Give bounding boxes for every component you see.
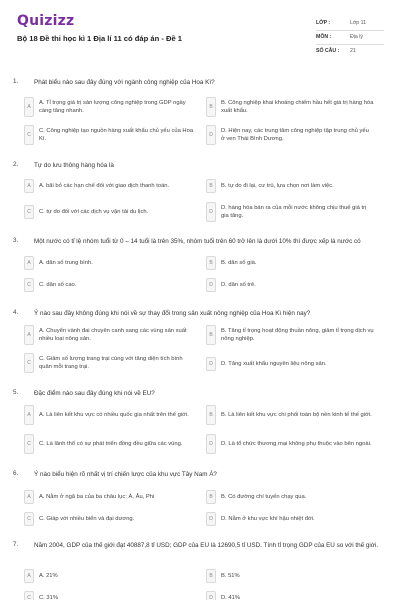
option-text: B. dân số già. — [221, 259, 257, 266]
option-letter: D — [206, 202, 216, 222]
option-text: B. Tăng tỉ trọng hoạt động thuần nông, giảm tỉ trọng dịch vụ nông nghiệp. — [221, 327, 374, 342]
option-text: D. dân số trẻ. — [221, 281, 256, 288]
option-text: C. Là lãnh thổ có sự phát triển đồng đều giữa các vùng. — [39, 440, 183, 447]
option-letter: B — [206, 325, 216, 345]
meta-value: Lớp 11 — [350, 20, 366, 26]
question-number: 2. — [13, 161, 19, 168]
question-number: 4. — [13, 309, 19, 316]
question-text: Phát biểu nào sau đây đúng với ngành công nghiệp của Hoa Kì? — [34, 79, 215, 86]
option-letter: A — [24, 256, 34, 270]
option-letter: C — [24, 353, 34, 373]
option-text: A. Tỉ trọng giá trị sản lượng công nghiệp trong GDP ngày càng tăng nhanh. — [39, 99, 186, 114]
meta-value: 21 — [350, 48, 356, 54]
option-d[interactable] — [206, 512, 374, 526]
question-number: 5. — [13, 389, 19, 396]
option-text: D. Hiện nay, các trung tâm công nghiệp tập trung chủ yếu ở ven Thái Bình Dương. — [221, 127, 369, 142]
option-text: A. Nằm ở ngã ba của ba châu lục: Á, Âu, Phi — [39, 493, 155, 500]
meta-label: SỐ CÂU : — [316, 48, 340, 54]
option-d[interactable] — [206, 434, 374, 454]
option-c[interactable] — [24, 512, 196, 526]
option-text: B. 51% — [221, 572, 240, 579]
question-text: Tự do lưu thông hàng hóa là — [34, 162, 114, 169]
option-b[interactable] — [206, 256, 374, 270]
question-number: 7. — [13, 541, 19, 548]
option-letter: A — [24, 179, 34, 193]
option-a[interactable] — [24, 97, 196, 117]
option-text: C. dân số cao. — [39, 281, 77, 288]
option-letter: B — [206, 405, 216, 425]
option-letter: D — [206, 278, 216, 292]
meta-row-class — [316, 17, 384, 31]
option-b[interactable] — [206, 490, 374, 504]
option-text: A. Là liên kết khu vực có nhiều quốc gia nhất trên thế giới. — [39, 411, 189, 418]
option-c[interactable] — [24, 434, 196, 454]
option-letter: C — [24, 434, 34, 454]
option-text: B. Có đường chí tuyến chạy qua. — [221, 493, 307, 500]
option-text: D. Nằm ở khu vực khí hậu nhiệt đới. — [221, 515, 315, 522]
option-letter: D — [206, 434, 216, 454]
page-title: Bộ 18 Đề thi học kì 1 Địa lí 11 có đáp án - Đề 1 — [17, 34, 183, 43]
option-b[interactable] — [206, 405, 374, 425]
meta-value: Địa lý — [350, 34, 363, 40]
option-a[interactable] — [24, 256, 196, 270]
option-text: A. Chuyển vành đai chuyên canh sang các vùng sản xuất nhiều loại nông sản. — [39, 327, 187, 342]
option-b[interactable] — [206, 325, 374, 345]
option-letter: C — [24, 591, 34, 600]
question-text: Năm 2004, GDP của thế giới đạt 40887,8 tỉ USD; GDP của EU là 12690,5 tỉ USD. Tính tỉ trọng GDP của EU so với thế giới. — [34, 542, 379, 549]
option-c[interactable] — [24, 353, 196, 373]
question-text: Đặc điểm nào sau đây đúng khi nói về EU? — [34, 390, 155, 397]
option-c[interactable] — [24, 205, 196, 219]
option-text: C. Giảm số lượng trang trại cùng với tăng diện tích bình quân mỗi trang trại. — [39, 355, 183, 370]
document-header — [10, 10, 390, 62]
quizizz-logo: Quizizz — [17, 13, 75, 29]
option-d[interactable] — [206, 357, 374, 371]
question-number: 1. — [13, 78, 19, 85]
meta-row-count — [316, 45, 384, 59]
option-letter: A — [24, 325, 34, 345]
option-a[interactable] — [24, 325, 196, 345]
meta-table — [316, 17, 384, 59]
question-text: Một nước có tỉ lệ nhóm tuổi từ 0 – 14 tuổi là trên 35%, nhóm tuổi trên 60 trở lên là dưới 10% thì được xếp là nước có — [34, 238, 361, 245]
option-letter: A — [24, 97, 34, 117]
option-text: D. hàng hóa bán ra của mỗi nước không chịu thuế giá trị gia tăng. — [221, 204, 367, 219]
option-text: B. Là liên kết khu vực chi phối toàn bộ nền kinh tế thế giới. — [221, 411, 372, 418]
question-text: Ý nào biểu hiện rõ nhất vị trí chiến lược của khu vực Tây Nam Á? — [34, 471, 217, 478]
option-text: C. tự do đối với các dịch vụ vận tải du lịch. — [39, 208, 149, 215]
question-text: Ý nào sau đây không đúng khi nói về sự thay đổi trong sản xuất nông nghiệp của Hoa Kì hiện nay? — [34, 310, 311, 317]
option-letter: D — [206, 125, 216, 145]
option-d[interactable] — [206, 278, 374, 292]
option-text: D. Tăng xuất khẩu nguyên liệu nông sản. — [221, 360, 327, 367]
option-letter: D — [206, 591, 216, 600]
option-a[interactable] — [24, 179, 196, 193]
option-letter: C — [24, 125, 34, 145]
option-b[interactable] — [206, 97, 374, 117]
option-text: C. Công nghiệp tạo nguồn hàng xuất khẩu chủ yếu của Hoa Kì. — [39, 127, 194, 142]
meta-label: MÔN : — [316, 34, 332, 40]
option-letter: C — [24, 278, 34, 292]
option-c[interactable] — [24, 278, 196, 292]
option-b[interactable] — [206, 569, 374, 583]
option-letter: B — [206, 490, 216, 504]
option-letter: A — [24, 569, 34, 583]
option-b[interactable] — [206, 179, 374, 193]
meta-label: LỚP : — [316, 20, 331, 26]
question-number: 3. — [13, 237, 19, 244]
option-letter: D — [206, 357, 216, 371]
option-text: B. tự do đi lại, cư trú, lựa chọn nơi làm việc. — [221, 182, 334, 189]
option-letter: C — [24, 512, 34, 526]
option-text: D. Là tổ chức thương mại không phụ thuộc vào bên ngoài. — [221, 440, 372, 447]
option-text: A. dân số trung bình. — [39, 259, 93, 266]
option-letter: D — [206, 512, 216, 526]
option-d[interactable] — [206, 591, 374, 600]
option-letter: C — [24, 205, 34, 219]
option-text: B. Công nghiệp khai khoáng chiếm hầu hết giá trị hàng hóa xuất khẩu. — [221, 99, 374, 114]
option-d[interactable] — [206, 125, 374, 145]
option-letter: B — [206, 179, 216, 193]
option-letter: A — [24, 405, 34, 425]
option-c[interactable] — [24, 125, 196, 145]
option-text: C. 31% — [39, 594, 59, 600]
option-text: C. Giáp với nhiều biển và đại dương. — [39, 515, 135, 522]
option-d[interactable] — [206, 202, 374, 222]
option-a[interactable] — [24, 405, 196, 425]
option-c[interactable] — [24, 591, 196, 600]
option-letter: B — [206, 97, 216, 117]
question-number: 6. — [13, 470, 19, 477]
option-letter: B — [206, 256, 216, 270]
meta-row-subject — [316, 31, 384, 45]
option-text: D. 41% — [221, 594, 241, 600]
option-text: A. bãi bỏ các hạn chế đối với giao dịch thanh toán. — [39, 182, 170, 189]
option-a[interactable] — [24, 490, 196, 504]
option-letter: A — [24, 490, 34, 504]
option-text: A. 21% — [39, 572, 58, 579]
option-letter: B — [206, 569, 216, 583]
option-a[interactable] — [24, 569, 196, 583]
